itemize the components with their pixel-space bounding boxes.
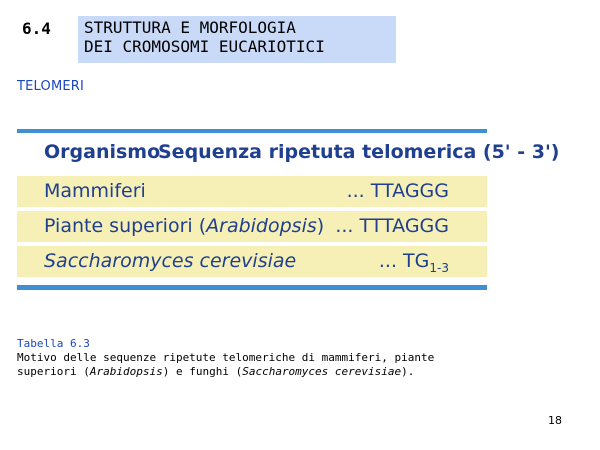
table-caption [17,337,517,379]
table-top-rule [17,129,487,133]
sequence-subscript: 1-3 [429,261,449,275]
subsection-label: TELOMERI [17,79,85,94]
column-header-sequence: Sequenza ripetuta telomerica (5' - 3') [158,141,560,163]
sequence-cell: ... TTTAGGG [335,215,449,237]
caption-title: Tabella 6.3 [17,337,90,350]
caption-line-2-middle: ) e funghi ( [162,365,243,378]
section-title [84,18,394,56]
organism-prefix: Piante superiori ( [44,215,207,237]
organism-cell: Mammiferi [44,180,146,202]
page-number: 18 [548,414,562,427]
caption-line-2-prefix: superiori ( [17,365,90,378]
table-row [17,176,487,207]
caption-italic-arabidopsis: Arabidopsis [89,365,163,378]
organism-cell: Saccharomyces cerevisiae [44,250,297,272]
organism-italic: Arabidopsis [206,215,317,237]
section-number: 6.4 [22,19,51,38]
section-title-line-2: DEI CROMOSOMI EUCARIOTICI [84,37,325,56]
sequence-cell: ... TTAGGG [346,180,449,202]
table-bottom-rule [17,285,487,290]
telomere-table [17,129,560,292]
table-row [17,211,487,242]
caption-line-1: Motivo delle sequenze ripetute telomeriche di mammiferi, piante [17,351,435,364]
table-header-row [17,135,560,167]
caption-line-2-suffix: ). [401,365,415,378]
table-row [17,246,487,277]
organism-cell [44,215,324,237]
section-title-line-1: STRUTTURA E MORFOLOGIA [84,18,296,37]
organism-suffix: ) [316,215,325,237]
sequence-main: ... TG [378,250,430,272]
caption-italic-saccharomyces: Saccharomyces cerevisiae [242,365,402,378]
sequence-cell [379,250,449,275]
column-header-organism: Organismo [44,141,161,163]
